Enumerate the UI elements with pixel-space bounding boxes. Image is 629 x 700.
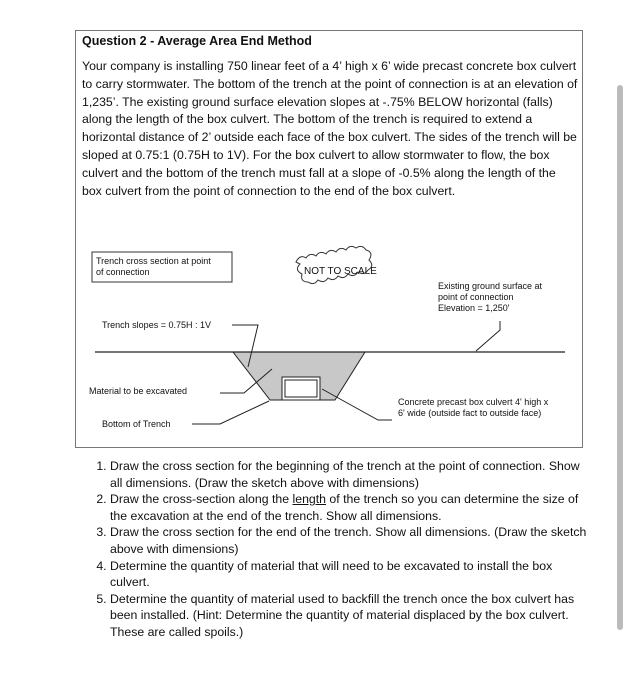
slopes-label: Trench slopes = 0.75H : 1V bbox=[102, 320, 211, 330]
question-item bbox=[110, 491, 590, 524]
ground-label-3: Elevation = 1,250' bbox=[438, 303, 510, 313]
caption-line2: of connection bbox=[96, 267, 150, 277]
scrollbar[interactable] bbox=[617, 85, 623, 630]
length-underlined: length bbox=[292, 492, 327, 507]
not-to-scale-cloud bbox=[296, 246, 372, 283]
question-text: Draw the cross-section along the bbox=[110, 492, 293, 507]
question-title: Question 2 - Average Area End Method bbox=[82, 34, 312, 48]
question-item: 3. Draw the cross section for the end of the trench. Show all dimensions. (Draw the sketch above with dimensions) bbox=[110, 524, 590, 557]
bottom-label: Bottom of Trench bbox=[102, 419, 171, 429]
question-item: 1. Draw the cross section for the beginning of the trench at the point of connection. Show all dimensions. (Draw the sketch above with dimensions) bbox=[110, 458, 590, 491]
question-item: 5. Determine the quantity of material used to backfill the trench once the box culvert has been installed. (Hint: Determine the quantity of material displaced by the box culvert. These are called spoils.) bbox=[110, 591, 590, 641]
not-to-scale-label: NOT TO SCALE bbox=[304, 266, 377, 277]
question-paragraph: Your company is installing 750 linear feet of a 4’ high x 6’ wide precast concrete box culvert to carry stormwater. The bottom of the trench at the point of connection is at an elevation of 1,235’. The existing ground surface elevation slopes at -.75% BELOW horizontal (falls) along the length of the box culvert. The bottom of the trench is required to extend a horizontal distance of 2’ outside each face of the box culvert. The sides of the trench will be sloped at 0.75:1 (0.75H to 1V). For the box culvert to allow stormwater to flow, the box culvert and the bottom of the trench must fall at a slope of -0.5% along the length of the box culvert from the point of connection to the end of the box culvert. bbox=[82, 59, 578, 198]
culvert-label-2: 6' wide (outside fact to outside face) bbox=[398, 408, 542, 418]
ground-label-1: Existing ground surface at bbox=[438, 281, 543, 291]
question-item: 4. Determine the quantity of material that will need to be excavated to install the box culvert. bbox=[110, 558, 590, 591]
question-text: of the trench so you can determine the size of the excavation at the end of the trench. Show all dimensions. bbox=[110, 492, 579, 523]
caption-line1: Trench cross section at point bbox=[96, 256, 211, 266]
question-list bbox=[88, 458, 590, 641]
excavated-label: Material to be excavated bbox=[89, 386, 188, 396]
ground-label-2: point of connection bbox=[438, 292, 514, 302]
culvert-label-1: Concrete precast box culvert 4' high x bbox=[398, 397, 549, 407]
